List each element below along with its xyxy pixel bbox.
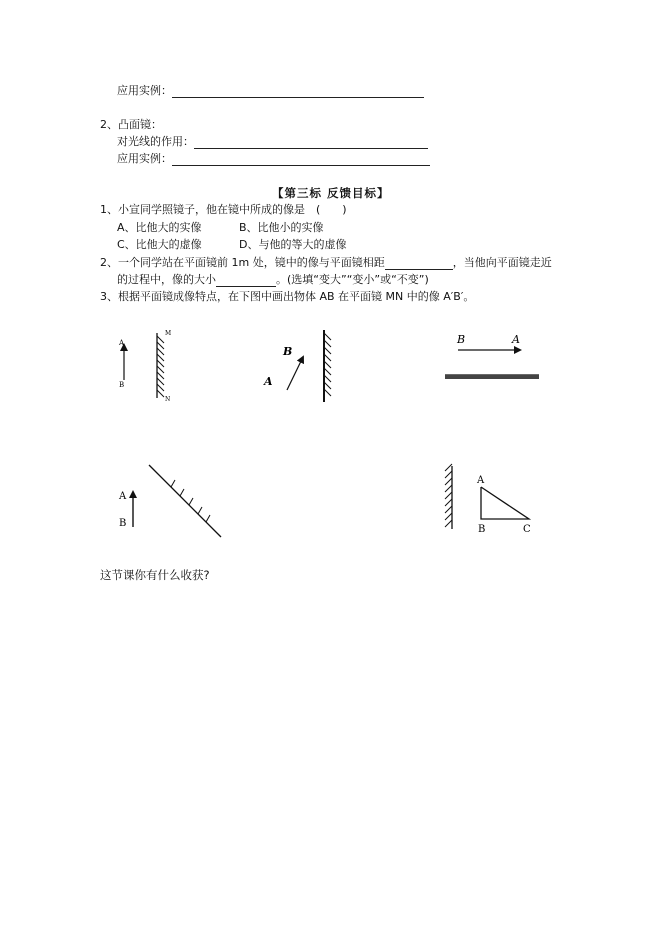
figure-3 <box>445 333 539 379</box>
fig3-label-a: A <box>512 333 520 346</box>
convex-effect-label: 对光线的作用： <box>117 135 194 148</box>
figure-1 <box>118 330 171 403</box>
q1-stem: 1、小宣同学照镜子，他在镜中所成的像是 ( ) <box>100 203 347 216</box>
q3-stem: 3、根据平面镜成像特点，在下图中画出物体 AB 在平面镜 MN 中的像 A′B′。 <box>100 290 475 303</box>
fig3-mirror-hatch <box>445 375 539 379</box>
figure-2 <box>263 330 331 402</box>
convex-application-label: 应用实例： <box>117 152 172 165</box>
q2-part3: 的过程中，像的大小 <box>117 273 216 286</box>
fig1-label-a: A <box>119 339 125 347</box>
fig1-label-n: N <box>165 396 171 403</box>
section3-heading: 【第三标 反馈目标】 <box>272 186 390 200</box>
convex-mirror-title: 2、凸面镜： <box>100 118 162 131</box>
q2-part4: 。(选填“变大”“变小”或“不变”) <box>276 273 429 286</box>
fig4-label-b: B <box>119 518 127 529</box>
q1-option-c[interactable]: C、比他大的虚像 <box>117 238 202 251</box>
fig2-label-a: A <box>264 375 273 388</box>
fig2-mirror-hatch <box>324 333 331 396</box>
fig4-mirror-hatch <box>171 480 210 522</box>
q2-part2: ，当他向平面镜走近 <box>452 256 552 269</box>
figure-4 <box>118 465 221 537</box>
fig5-mirror-hatch <box>445 464 452 527</box>
q1-option-b[interactable]: B、比他小的实像 <box>239 221 324 234</box>
fig3-label-b: B <box>457 333 466 346</box>
fig1-label-m: M <box>165 330 172 337</box>
fig2-label-b: B <box>283 345 293 358</box>
fig5-label-a: A <box>477 475 485 486</box>
fig1-label-b: B <box>119 381 125 389</box>
figure-5 <box>445 464 531 535</box>
fig1-mirror-hatch <box>157 336 164 397</box>
q1-option-a[interactable]: A、比他大的实像 <box>117 221 202 234</box>
fig4-mirror <box>149 465 221 537</box>
fig5-label-b: B <box>478 524 486 535</box>
q1-option-d[interactable]: D、与他的等大的虚像 <box>239 238 347 251</box>
fig4-label-a: A <box>119 491 127 502</box>
closing-question: 这节课你有什么收获? <box>100 568 210 582</box>
fig5-label-c: C <box>523 524 531 535</box>
prev-application-label: 应用实例： <box>117 84 172 97</box>
fig2-object-arrow <box>287 357 303 390</box>
q2-part1: 2、一个同学站在平面镜前 1m 处，镜中的像与平面镜相距 <box>100 256 385 269</box>
fig5-triangle <box>481 487 529 519</box>
